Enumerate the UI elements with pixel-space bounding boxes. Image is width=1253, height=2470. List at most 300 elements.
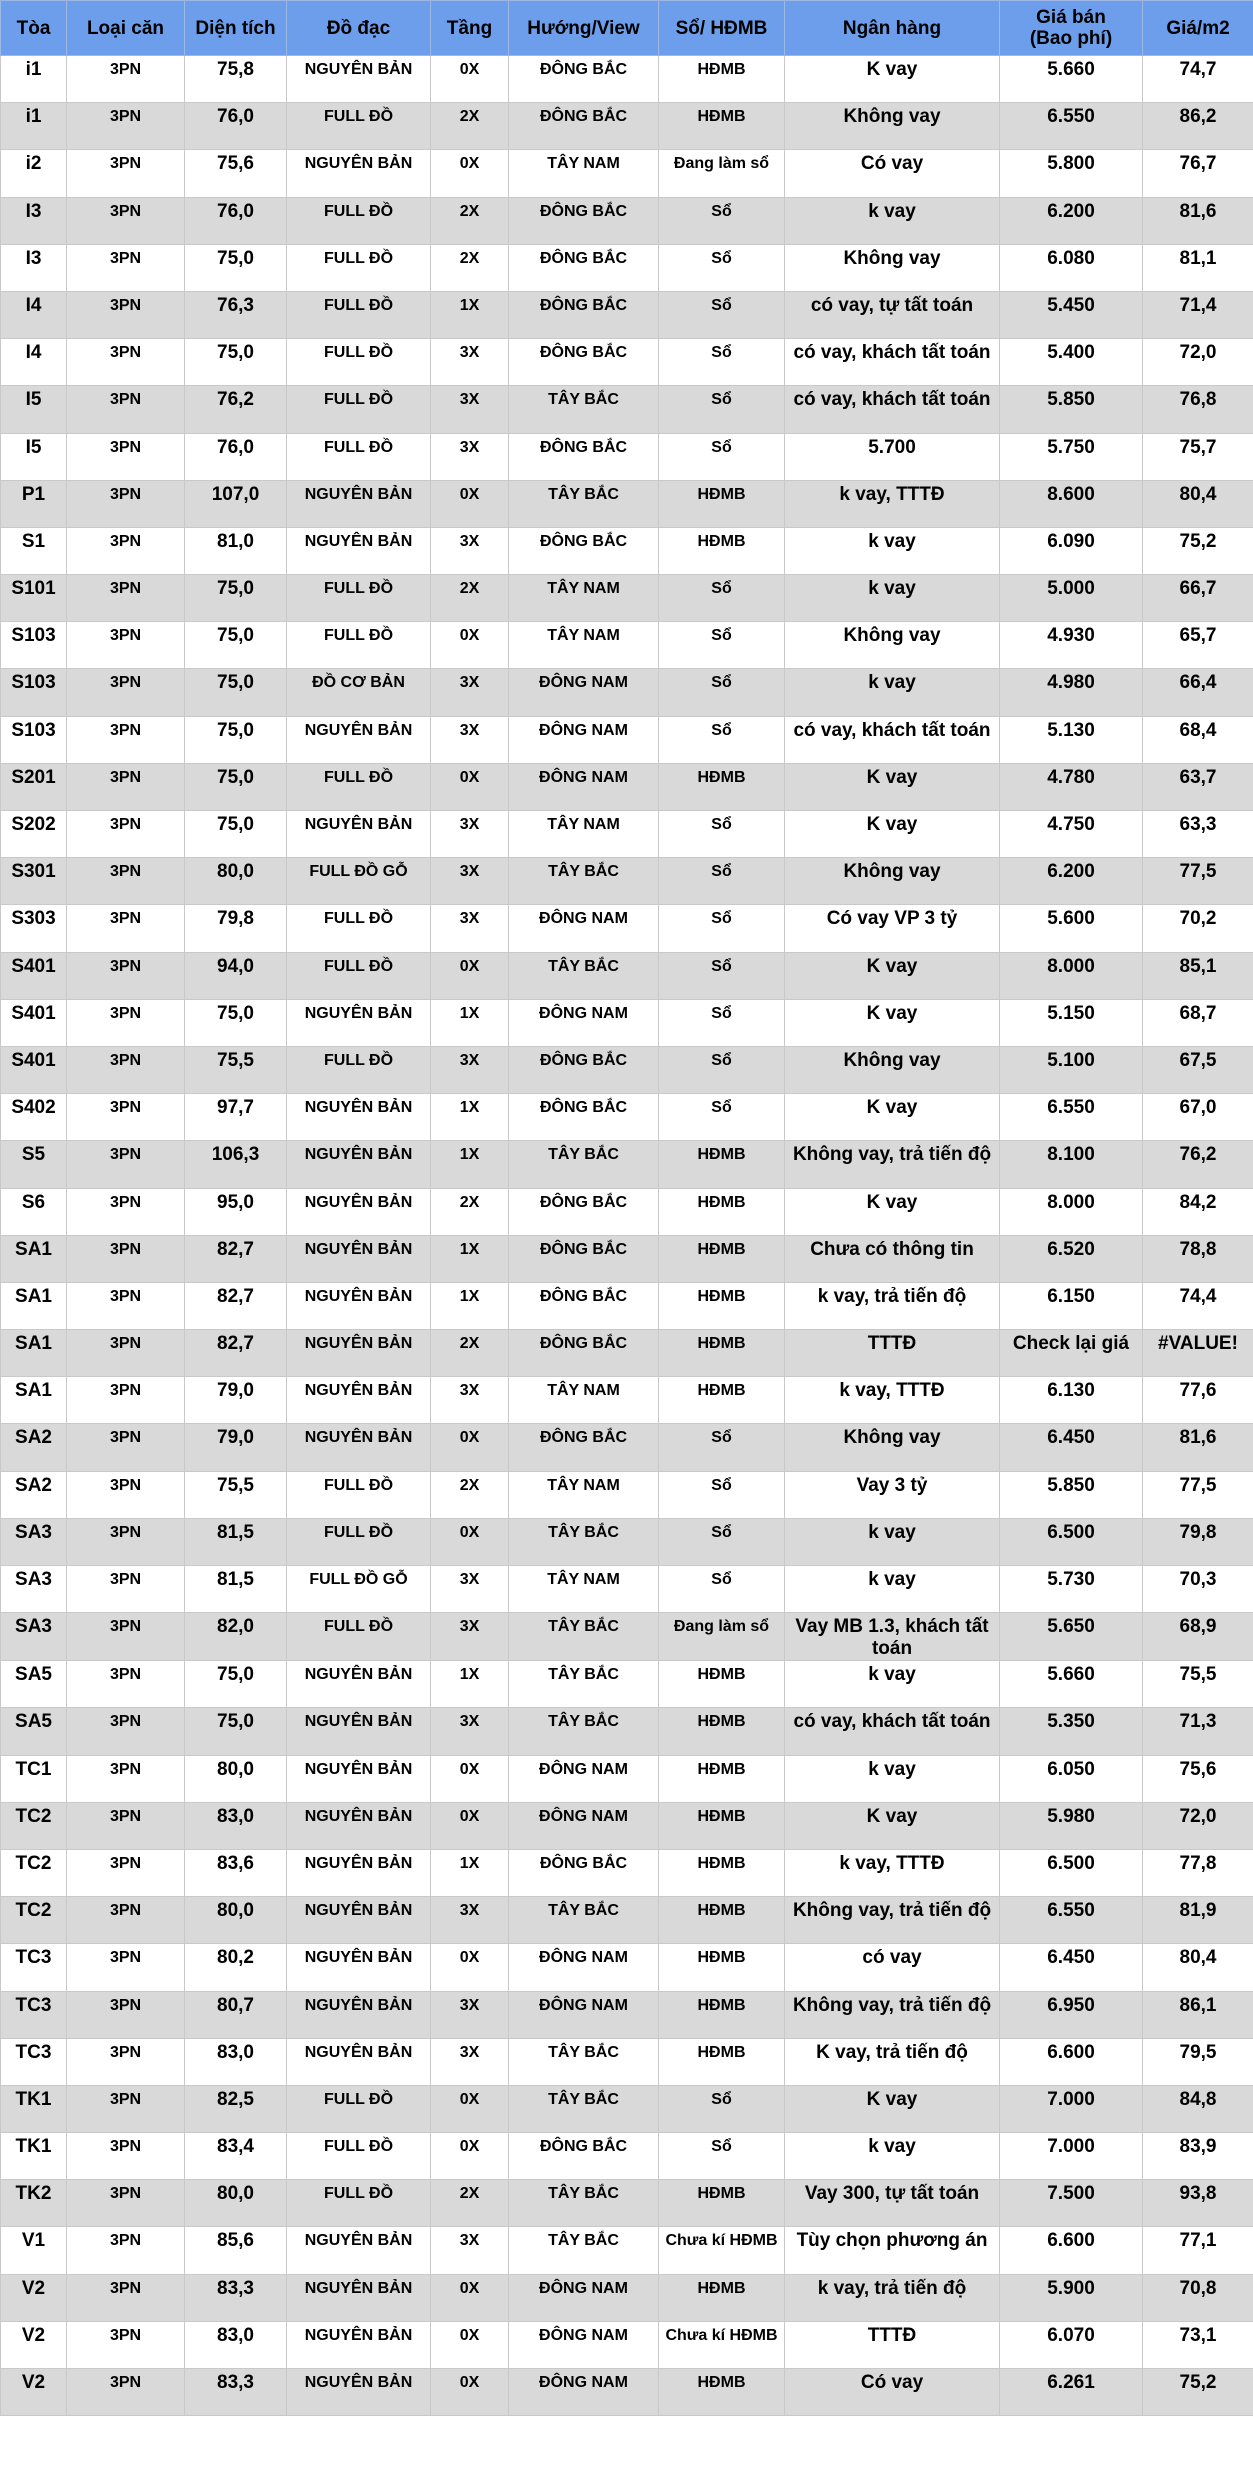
tang-cell[interactable]: 3X xyxy=(431,1046,509,1093)
tang-cell[interactable]: 2X xyxy=(431,2180,509,2227)
ngan-hang-cell[interactable]: Không vay, trả tiến độ xyxy=(785,1141,1000,1188)
gia-m2-cell[interactable]: 81,6 xyxy=(1143,197,1253,244)
gia-m2-cell[interactable]: 65,7 xyxy=(1143,622,1253,669)
gia-ban-cell[interactable]: 8.000 xyxy=(1000,1188,1143,1235)
dien-tich-cell[interactable]: 76,0 xyxy=(185,197,287,244)
loai-can-cell[interactable]: 3PN xyxy=(67,2085,185,2132)
tang-cell[interactable]: 2X xyxy=(431,575,509,622)
tang-cell[interactable]: 3X xyxy=(431,1708,509,1755)
toa-cell[interactable]: S401 xyxy=(1,999,67,1046)
loai-can-cell[interactable]: 3PN xyxy=(67,2227,185,2274)
gia-m2-cell[interactable]: 66,7 xyxy=(1143,575,1253,622)
so-hdmb-cell[interactable]: Sổ xyxy=(659,1518,785,1565)
ngan-hang-cell[interactable]: Vay MB 1.3, khách tất toán xyxy=(785,1613,1000,1661)
ngan-hang-cell[interactable]: k vay xyxy=(785,1755,1000,1802)
do-dac-cell[interactable]: FULL ĐỒ xyxy=(287,339,431,386)
so-hdmb-cell[interactable]: HĐMB xyxy=(659,1141,785,1188)
tang-cell[interactable]: 1X xyxy=(431,1141,509,1188)
dien-tich-cell[interactable]: 83,0 xyxy=(185,1802,287,1849)
so-hdmb-cell[interactable]: Sổ xyxy=(659,244,785,291)
loai-can-cell[interactable]: 3PN xyxy=(67,1282,185,1329)
ngan-hang-cell[interactable]: Không vay xyxy=(785,622,1000,669)
do-dac-cell[interactable]: FULL ĐỒ xyxy=(287,1046,431,1093)
table-row[interactable] xyxy=(1,1755,1253,1802)
loai-can-cell[interactable]: 3PN xyxy=(67,1708,185,1755)
gia-m2-cell[interactable]: 77,5 xyxy=(1143,858,1253,905)
huong-view-cell[interactable]: ĐÔNG BẮC xyxy=(509,1046,659,1093)
so-hdmb-cell[interactable]: Chưa kí HĐMB xyxy=(659,2227,785,2274)
gia-ban-cell[interactable]: 5.400 xyxy=(1000,339,1143,386)
do-dac-cell[interactable]: NGUYÊN BẢN xyxy=(287,1094,431,1141)
toa-cell[interactable]: SA3 xyxy=(1,1518,67,1565)
huong-view-cell[interactable]: TÂY BẮC xyxy=(509,2085,659,2132)
ngan-hang-cell[interactable]: có vay, khách tất toán xyxy=(785,1708,1000,1755)
gia-ban-cell[interactable]: 6.130 xyxy=(1000,1377,1143,1424)
gia-ban-cell[interactable]: 6.550 xyxy=(1000,1897,1143,1944)
huong-view-cell[interactable]: ĐÔNG BẮC xyxy=(509,1094,659,1141)
toa-cell[interactable]: I4 xyxy=(1,291,67,338)
toa-cell[interactable]: V2 xyxy=(1,2369,67,2416)
dien-tich-cell[interactable]: 80,0 xyxy=(185,858,287,905)
tang-cell[interactable]: 0X xyxy=(431,150,509,197)
dien-tich-cell[interactable]: 75,6 xyxy=(185,150,287,197)
gia-ban-cell[interactable]: 6.090 xyxy=(1000,527,1143,574)
loai-can-cell[interactable]: 3PN xyxy=(67,386,185,433)
so-hdmb-cell[interactable]: HĐMB xyxy=(659,1188,785,1235)
so-hdmb-cell[interactable]: Sổ xyxy=(659,1471,785,1518)
gia-m2-cell[interactable]: 85,1 xyxy=(1143,952,1253,999)
gia-ban-cell[interactable]: 5.350 xyxy=(1000,1708,1143,1755)
do-dac-cell[interactable]: NGUYÊN BẢN xyxy=(287,2227,431,2274)
dien-tich-cell[interactable]: 83,3 xyxy=(185,2369,287,2416)
gia-ban-cell[interactable]: 6.450 xyxy=(1000,1944,1143,1991)
so-hdmb-cell[interactable]: Sổ xyxy=(659,999,785,1046)
ngan-hang-cell[interactable]: Tùy chọn phương án xyxy=(785,2227,1000,2274)
loai-can-cell[interactable]: 3PN xyxy=(67,1046,185,1093)
so-hdmb-cell[interactable]: HĐMB xyxy=(659,1991,785,2038)
gia-ban-cell[interactable]: 8.600 xyxy=(1000,480,1143,527)
ngan-hang-cell[interactable]: Không vay xyxy=(785,1424,1000,1471)
toa-cell[interactable]: TC1 xyxy=(1,1755,67,1802)
do-dac-cell[interactable]: FULL ĐỒ xyxy=(287,244,431,291)
loai-can-cell[interactable]: 3PN xyxy=(67,1094,185,1141)
dien-tich-cell[interactable]: 76,0 xyxy=(185,433,287,480)
header-huong-view[interactable]: Hướng/View xyxy=(509,1,659,56)
table-row[interactable] xyxy=(1,1518,1253,1565)
table-row[interactable] xyxy=(1,1566,1253,1613)
gia-m2-cell[interactable]: 75,2 xyxy=(1143,2369,1253,2416)
tang-cell[interactable]: 3X xyxy=(431,1991,509,2038)
do-dac-cell[interactable]: FULL ĐỒ xyxy=(287,952,431,999)
table-row[interactable] xyxy=(1,2038,1253,2085)
so-hdmb-cell[interactable]: HĐMB xyxy=(659,1377,785,1424)
table-row[interactable] xyxy=(1,386,1253,433)
toa-cell[interactable]: S401 xyxy=(1,1046,67,1093)
do-dac-cell[interactable]: FULL ĐỒ xyxy=(287,763,431,810)
toa-cell[interactable]: i1 xyxy=(1,103,67,150)
do-dac-cell[interactable]: FULL ĐỒ xyxy=(287,1613,431,1661)
huong-view-cell[interactable]: ĐÔNG BẮC xyxy=(509,103,659,150)
so-hdmb-cell[interactable]: HĐMB xyxy=(659,2369,785,2416)
ngan-hang-cell[interactable]: Vay 3 tỷ xyxy=(785,1471,1000,1518)
tang-cell[interactable]: 3X xyxy=(431,1566,509,1613)
table-row[interactable] xyxy=(1,1897,1253,1944)
so-hdmb-cell[interactable]: HĐMB xyxy=(659,763,785,810)
gia-ban-cell[interactable]: 6.550 xyxy=(1000,103,1143,150)
gia-m2-cell[interactable]: 67,0 xyxy=(1143,1094,1253,1141)
gia-m2-cell[interactable]: 80,4 xyxy=(1143,1944,1253,1991)
ngan-hang-cell[interactable]: Không vay xyxy=(785,1046,1000,1093)
huong-view-cell[interactable]: TÂY NAM xyxy=(509,811,659,858)
loai-can-cell[interactable]: 3PN xyxy=(67,1235,185,1282)
tang-cell[interactable]: 3X xyxy=(431,905,509,952)
do-dac-cell[interactable]: NGUYÊN BẢN xyxy=(287,1708,431,1755)
tang-cell[interactable]: 0X xyxy=(431,2133,509,2180)
do-dac-cell[interactable]: NGUYÊN BẢN xyxy=(287,56,431,103)
ngan-hang-cell[interactable]: K vay xyxy=(785,56,1000,103)
toa-cell[interactable]: I5 xyxy=(1,386,67,433)
ngan-hang-cell[interactable]: k vay xyxy=(785,575,1000,622)
tang-cell[interactable]: 3X xyxy=(431,858,509,905)
huong-view-cell[interactable]: ĐÔNG NAM xyxy=(509,1944,659,1991)
table-row[interactable] xyxy=(1,1849,1253,1896)
loai-can-cell[interactable]: 3PN xyxy=(67,2180,185,2227)
do-dac-cell[interactable]: NGUYÊN BẢN xyxy=(287,2369,431,2416)
table-row[interactable] xyxy=(1,2369,1253,2416)
tang-cell[interactable]: 3X xyxy=(431,1377,509,1424)
tang-cell[interactable]: 3X xyxy=(431,669,509,716)
do-dac-cell[interactable]: NGUYÊN BẢN xyxy=(287,1849,431,1896)
tang-cell[interactable]: 3X xyxy=(431,1613,509,1661)
huong-view-cell[interactable]: ĐÔNG BẮC xyxy=(509,1235,659,1282)
dien-tich-cell[interactable]: 75,0 xyxy=(185,716,287,763)
dien-tich-cell[interactable]: 85,6 xyxy=(185,2227,287,2274)
so-hdmb-cell[interactable]: Sổ xyxy=(659,905,785,952)
loai-can-cell[interactable]: 3PN xyxy=(67,527,185,574)
toa-cell[interactable]: S1 xyxy=(1,527,67,574)
huong-view-cell[interactable]: ĐÔNG BẮC xyxy=(509,433,659,480)
gia-m2-cell[interactable]: 67,5 xyxy=(1143,1046,1253,1093)
ngan-hang-cell[interactable]: K vay xyxy=(785,1802,1000,1849)
dien-tich-cell[interactable]: 80,0 xyxy=(185,1755,287,1802)
toa-cell[interactable]: S303 xyxy=(1,905,67,952)
gia-m2-cell[interactable]: 74,4 xyxy=(1143,1282,1253,1329)
toa-cell[interactable]: I5 xyxy=(1,433,67,480)
loai-can-cell[interactable]: 3PN xyxy=(67,103,185,150)
gia-ban-cell[interactable]: 6.500 xyxy=(1000,1849,1143,1896)
huong-view-cell[interactable]: TÂY BẮC xyxy=(509,858,659,905)
gia-m2-cell[interactable]: 79,8 xyxy=(1143,1518,1253,1565)
so-hdmb-cell[interactable]: HĐMB xyxy=(659,1330,785,1377)
tang-cell[interactable]: 2X xyxy=(431,244,509,291)
do-dac-cell[interactable]: FULL ĐỒ GỖ xyxy=(287,1566,431,1613)
gia-m2-cell[interactable]: 76,7 xyxy=(1143,150,1253,197)
gia-ban-cell[interactable]: 5.900 xyxy=(1000,2274,1143,2321)
gia-ban-cell[interactable]: 6.200 xyxy=(1000,197,1143,244)
dien-tich-cell[interactable]: 76,0 xyxy=(185,103,287,150)
toa-cell[interactable]: TK1 xyxy=(1,2085,67,2132)
dien-tich-cell[interactable]: 75,0 xyxy=(185,811,287,858)
do-dac-cell[interactable]: NGUYÊN BẢN xyxy=(287,150,431,197)
do-dac-cell[interactable]: FULL ĐỒ xyxy=(287,905,431,952)
toa-cell[interactable]: SA2 xyxy=(1,1471,67,1518)
so-hdmb-cell[interactable]: HĐMB xyxy=(659,2180,785,2227)
loai-can-cell[interactable]: 3PN xyxy=(67,2133,185,2180)
loai-can-cell[interactable]: 3PN xyxy=(67,1661,185,1708)
dien-tich-cell[interactable]: 75,5 xyxy=(185,1046,287,1093)
dien-tich-cell[interactable]: 82,7 xyxy=(185,1282,287,1329)
loai-can-cell[interactable]: 3PN xyxy=(67,244,185,291)
gia-m2-cell[interactable]: 70,8 xyxy=(1143,2274,1253,2321)
do-dac-cell[interactable]: NGUYÊN BẢN xyxy=(287,527,431,574)
ngan-hang-cell[interactable]: k vay xyxy=(785,1518,1000,1565)
table-row[interactable] xyxy=(1,1613,1253,1661)
gia-m2-cell[interactable]: 81,9 xyxy=(1143,1897,1253,1944)
so-hdmb-cell[interactable]: Sổ xyxy=(659,386,785,433)
do-dac-cell[interactable]: FULL ĐỒ GỖ xyxy=(287,858,431,905)
toa-cell[interactable]: V2 xyxy=(1,2321,67,2368)
gia-ban-cell[interactable]: 5.660 xyxy=(1000,56,1143,103)
huong-view-cell[interactable]: TÂY BẮC xyxy=(509,2227,659,2274)
so-hdmb-cell[interactable]: Sổ xyxy=(659,2133,785,2180)
gia-m2-cell[interactable]: 77,1 xyxy=(1143,2227,1253,2274)
gia-m2-cell[interactable]: 68,4 xyxy=(1143,716,1253,763)
huong-view-cell[interactable]: ĐÔNG BẮC xyxy=(509,1330,659,1377)
tang-cell[interactable]: 2X xyxy=(431,103,509,150)
dien-tich-cell[interactable]: 79,8 xyxy=(185,905,287,952)
gia-ban-cell[interactable]: 7.000 xyxy=(1000,2085,1143,2132)
gia-m2-cell[interactable]: 68,9 xyxy=(1143,1613,1253,1661)
toa-cell[interactable]: SA3 xyxy=(1,1566,67,1613)
tang-cell[interactable]: 0X xyxy=(431,480,509,527)
table-row[interactable] xyxy=(1,2133,1253,2180)
table-row[interactable] xyxy=(1,1661,1253,1708)
gia-m2-cell[interactable]: #VALUE! xyxy=(1143,1330,1253,1377)
gia-m2-cell[interactable]: 76,2 xyxy=(1143,1141,1253,1188)
loai-can-cell[interactable]: 3PN xyxy=(67,197,185,244)
ngan-hang-cell[interactable]: Vay 300, tự tất toán xyxy=(785,2180,1000,2227)
toa-cell[interactable]: TC3 xyxy=(1,2038,67,2085)
do-dac-cell[interactable]: FULL ĐỒ xyxy=(287,2085,431,2132)
do-dac-cell[interactable]: FULL ĐỒ xyxy=(287,103,431,150)
so-hdmb-cell[interactable]: Sổ xyxy=(659,952,785,999)
toa-cell[interactable]: S202 xyxy=(1,811,67,858)
loai-can-cell[interactable]: 3PN xyxy=(67,1141,185,1188)
tang-cell[interactable]: 3X xyxy=(431,2038,509,2085)
tang-cell[interactable]: 0X xyxy=(431,952,509,999)
gia-m2-cell[interactable]: 93,8 xyxy=(1143,2180,1253,2227)
do-dac-cell[interactable]: NGUYÊN BẢN xyxy=(287,1141,431,1188)
huong-view-cell[interactable]: ĐÔNG BẮC xyxy=(509,2133,659,2180)
gia-m2-cell[interactable]: 80,4 xyxy=(1143,480,1253,527)
huong-view-cell[interactable]: ĐÔNG BẮC xyxy=(509,339,659,386)
table-row[interactable] xyxy=(1,1944,1253,1991)
tang-cell[interactable]: 1X xyxy=(431,999,509,1046)
dien-tich-cell[interactable]: 75,0 xyxy=(185,999,287,1046)
table-row[interactable] xyxy=(1,1141,1253,1188)
dien-tich-cell[interactable]: 83,4 xyxy=(185,2133,287,2180)
loai-can-cell[interactable]: 3PN xyxy=(67,811,185,858)
ngan-hang-cell[interactable]: Có vay xyxy=(785,2369,1000,2416)
so-hdmb-cell[interactable]: HĐMB xyxy=(659,1849,785,1896)
tang-cell[interactable]: 1X xyxy=(431,1094,509,1141)
table-row[interactable] xyxy=(1,905,1253,952)
do-dac-cell[interactable]: NGUYÊN BẢN xyxy=(287,2321,431,2368)
table-row[interactable] xyxy=(1,1188,1253,1235)
gia-ban-cell[interactable]: 7.500 xyxy=(1000,2180,1143,2227)
toa-cell[interactable]: P1 xyxy=(1,480,67,527)
gia-ban-cell[interactable]: 6.200 xyxy=(1000,858,1143,905)
gia-m2-cell[interactable]: 68,7 xyxy=(1143,999,1253,1046)
ngan-hang-cell[interactable]: Không vay xyxy=(785,244,1000,291)
tang-cell[interactable]: 0X xyxy=(431,2321,509,2368)
gia-ban-cell[interactable]: 5.750 xyxy=(1000,433,1143,480)
header-do-dac[interactable]: Đồ đạc xyxy=(287,1,431,56)
tang-cell[interactable]: 0X xyxy=(431,1755,509,1802)
loai-can-cell[interactable]: 3PN xyxy=(67,1188,185,1235)
huong-view-cell[interactable]: ĐÔNG BẮC xyxy=(509,244,659,291)
toa-cell[interactable]: TC3 xyxy=(1,1944,67,1991)
ngan-hang-cell[interactable]: có vay, tự tất toán xyxy=(785,291,1000,338)
ngan-hang-cell[interactable]: k vay xyxy=(785,1566,1000,1613)
tang-cell[interactable]: 0X xyxy=(431,622,509,669)
toa-cell[interactable]: SA5 xyxy=(1,1661,67,1708)
huong-view-cell[interactable]: TÂY BẮC xyxy=(509,2180,659,2227)
gia-ban-cell[interactable]: 8.100 xyxy=(1000,1141,1143,1188)
dien-tich-cell[interactable]: 82,5 xyxy=(185,2085,287,2132)
tang-cell[interactable]: 3X xyxy=(431,339,509,386)
table-row[interactable] xyxy=(1,2227,1253,2274)
tang-cell[interactable]: 3X xyxy=(431,716,509,763)
table-row[interactable] xyxy=(1,2274,1253,2321)
dien-tich-cell[interactable]: 82,7 xyxy=(185,1330,287,1377)
so-hdmb-cell[interactable]: Đang làm sổ xyxy=(659,150,785,197)
table-row[interactable] xyxy=(1,1991,1253,2038)
toa-cell[interactable]: SA1 xyxy=(1,1330,67,1377)
tang-cell[interactable]: 2X xyxy=(431,1471,509,1518)
gia-ban-cell[interactable]: 6.070 xyxy=(1000,2321,1143,2368)
dien-tich-cell[interactable]: 80,7 xyxy=(185,1991,287,2038)
do-dac-cell[interactable]: FULL ĐỒ xyxy=(287,575,431,622)
header-gia-m2[interactable]: Giá/m2 xyxy=(1143,1,1253,56)
gia-ban-cell[interactable]: 6.550 xyxy=(1000,1094,1143,1141)
do-dac-cell[interactable]: NGUYÊN BẢN xyxy=(287,716,431,763)
huong-view-cell[interactable]: ĐÔNG NAM xyxy=(509,999,659,1046)
dien-tich-cell[interactable]: 75,0 xyxy=(185,1661,287,1708)
loai-can-cell[interactable]: 3PN xyxy=(67,858,185,905)
so-hdmb-cell[interactable]: HĐMB xyxy=(659,1282,785,1329)
ngan-hang-cell[interactable]: Không vay xyxy=(785,858,1000,905)
huong-view-cell[interactable]: TÂY BẮC xyxy=(509,2038,659,2085)
so-hdmb-cell[interactable]: Sổ xyxy=(659,1424,785,1471)
gia-m2-cell[interactable]: 72,0 xyxy=(1143,339,1253,386)
so-hdmb-cell[interactable]: Sổ xyxy=(659,622,785,669)
do-dac-cell[interactable]: FULL ĐỒ xyxy=(287,2133,431,2180)
gia-ban-cell[interactable]: 5.850 xyxy=(1000,386,1143,433)
table-row[interactable] xyxy=(1,1377,1253,1424)
tang-cell[interactable]: 3X xyxy=(431,527,509,574)
do-dac-cell[interactable]: FULL ĐỒ xyxy=(287,1471,431,1518)
ngan-hang-cell[interactable]: K vay xyxy=(785,763,1000,810)
loai-can-cell[interactable]: 3PN xyxy=(67,1849,185,1896)
huong-view-cell[interactable]: ĐÔNG NAM xyxy=(509,716,659,763)
huong-view-cell[interactable]: TÂY BẮC xyxy=(509,1897,659,1944)
gia-m2-cell[interactable]: 63,3 xyxy=(1143,811,1253,858)
toa-cell[interactable]: TC3 xyxy=(1,1991,67,2038)
dien-tich-cell[interactable]: 83,6 xyxy=(185,1849,287,1896)
so-hdmb-cell[interactable]: Sổ xyxy=(659,716,785,763)
gia-m2-cell[interactable]: 75,6 xyxy=(1143,1755,1253,1802)
so-hdmb-cell[interactable]: Sổ xyxy=(659,339,785,386)
tang-cell[interactable]: 1X xyxy=(431,1235,509,1282)
ngan-hang-cell[interactable]: Không vay, trả tiến độ xyxy=(785,1897,1000,1944)
dien-tich-cell[interactable]: 83,0 xyxy=(185,2038,287,2085)
toa-cell[interactable]: TC2 xyxy=(1,1802,67,1849)
tang-cell[interactable]: 0X xyxy=(431,2085,509,2132)
table-row[interactable] xyxy=(1,1046,1253,1093)
loai-can-cell[interactable]: 3PN xyxy=(67,1802,185,1849)
huong-view-cell[interactable]: TÂY BẮC xyxy=(509,952,659,999)
loai-can-cell[interactable]: 3PN xyxy=(67,1424,185,1471)
huong-view-cell[interactable]: ĐÔNG BẮC xyxy=(509,1424,659,1471)
tang-cell[interactable]: 2X xyxy=(431,1188,509,1235)
huong-view-cell[interactable]: ĐÔNG NAM xyxy=(509,1755,659,1802)
tang-cell[interactable]: 0X xyxy=(431,2274,509,2321)
dien-tich-cell[interactable]: 76,3 xyxy=(185,291,287,338)
so-hdmb-cell[interactable]: HĐMB xyxy=(659,56,785,103)
so-hdmb-cell[interactable]: Sổ xyxy=(659,1566,785,1613)
do-dac-cell[interactable]: ĐỒ CƠ BẢN xyxy=(287,669,431,716)
table-row[interactable] xyxy=(1,480,1253,527)
table-row[interactable] xyxy=(1,999,1253,1046)
loai-can-cell[interactable]: 3PN xyxy=(67,56,185,103)
dien-tich-cell[interactable]: 76,2 xyxy=(185,386,287,433)
loai-can-cell[interactable]: 3PN xyxy=(67,1330,185,1377)
tang-cell[interactable]: 0X xyxy=(431,56,509,103)
do-dac-cell[interactable]: FULL ĐỒ xyxy=(287,1518,431,1565)
huong-view-cell[interactable]: ĐÔNG BẮC xyxy=(509,56,659,103)
loai-can-cell[interactable]: 3PN xyxy=(67,575,185,622)
table-row[interactable] xyxy=(1,1802,1253,1849)
gia-ban-cell[interactable]: 5.730 xyxy=(1000,1566,1143,1613)
toa-cell[interactable]: I4 xyxy=(1,339,67,386)
huong-view-cell[interactable]: ĐÔNG NAM xyxy=(509,2321,659,2368)
ngan-hang-cell[interactable]: k vay, trả tiến độ xyxy=(785,2274,1000,2321)
toa-cell[interactable]: S301 xyxy=(1,858,67,905)
loai-can-cell[interactable]: 3PN xyxy=(67,952,185,999)
gia-ban-cell[interactable]: 4.750 xyxy=(1000,811,1143,858)
gia-ban-cell[interactable]: 6.520 xyxy=(1000,1235,1143,1282)
dien-tich-cell[interactable]: 107,0 xyxy=(185,480,287,527)
dien-tich-cell[interactable]: 82,0 xyxy=(185,1613,287,1661)
table-row[interactable] xyxy=(1,1471,1253,1518)
huong-view-cell[interactable]: ĐÔNG NAM xyxy=(509,669,659,716)
gia-ban-cell[interactable]: 4.930 xyxy=(1000,622,1143,669)
header-tang[interactable]: Tầng xyxy=(431,1,509,56)
huong-view-cell[interactable]: TÂY NAM xyxy=(509,1566,659,1613)
tang-cell[interactable]: 1X xyxy=(431,1661,509,1708)
do-dac-cell[interactable]: NGUYÊN BẢN xyxy=(287,1802,431,1849)
huong-view-cell[interactable]: TÂY BẮC xyxy=(509,1708,659,1755)
gia-ban-cell[interactable]: 8.000 xyxy=(1000,952,1143,999)
toa-cell[interactable]: S5 xyxy=(1,1141,67,1188)
ngan-hang-cell[interactable]: k vay, TTTĐ xyxy=(785,1377,1000,1424)
ngan-hang-cell[interactable]: K vay xyxy=(785,2085,1000,2132)
huong-view-cell[interactable]: TÂY BẮC xyxy=(509,1613,659,1661)
loai-can-cell[interactable]: 3PN xyxy=(67,1377,185,1424)
ngan-hang-cell[interactable]: Không vay, trả tiến độ xyxy=(785,1991,1000,2038)
ngan-hang-cell[interactable]: k vay, TTTĐ xyxy=(785,1849,1000,1896)
